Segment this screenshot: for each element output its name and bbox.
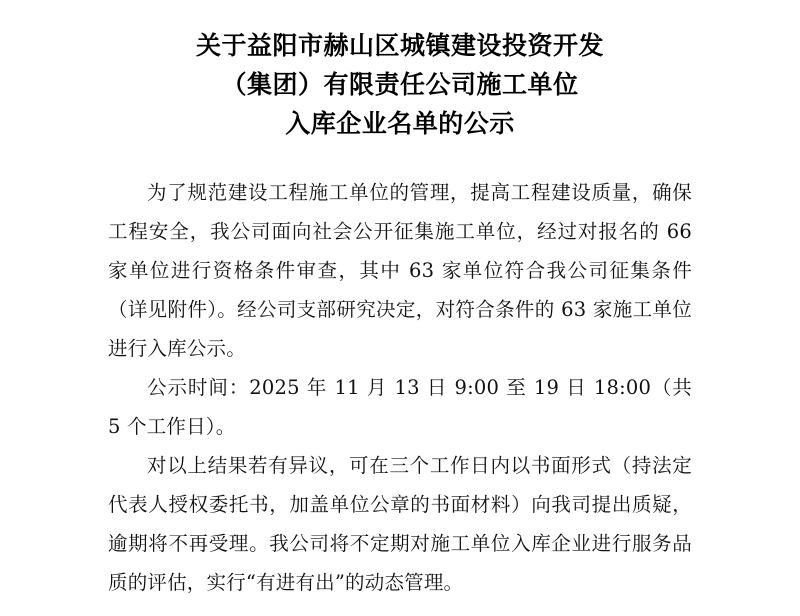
page-title-line-3: 入库企业名单的公示 [285, 109, 515, 138]
page-title [108, 20, 692, 143]
page-title-line-2: （集团）有限责任公司施工单位 [221, 70, 579, 99]
paragraph-1: 为了规范建设工程施工单位的管理，提高工程建设质量，确保工程安全，我公司面向社会公开征集施工单位，经过对报名的 66 家单位进行资格条件审查，其中 63 家单位符合我公司征集条件（详见附件）。经公司支部研究决定，对符合条件的 63 家施工单位进行入库公示。 [108, 181, 692, 360]
paragraph-3: 对以上结果若有异议，可在三个工作日内以书面形式（持法定代表人授权委托书，加盖单位公章的书面材料）向我司提出质疑，逾期将不再受理。我公司将不定期对施工单位入库企业进行服务品质的评估，实行“有进有出”的动态管理。 [108, 454, 692, 594]
page-title-line-1: 关于益阳市赫山区城镇建设投资开发 [195, 31, 604, 60]
paragraph-2: 公示时间：2025 年 11 月 13 日 9:00 至 19 日 18:00（共 5 个工作日）。 [108, 376, 692, 438]
document-body [108, 173, 692, 602]
